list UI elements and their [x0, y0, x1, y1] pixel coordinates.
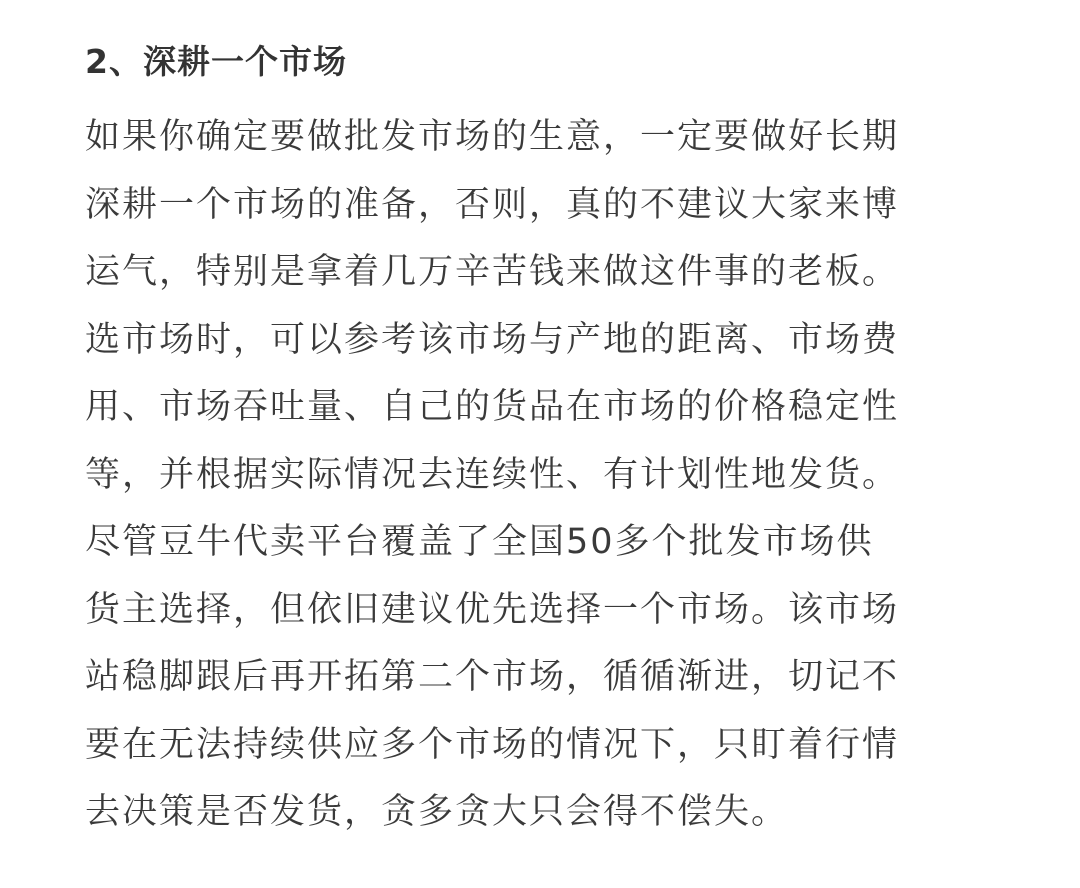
- paragraph-line: 等，并根据实际情况去连续性、有计划性地发货。: [85, 454, 900, 495]
- paragraph-line: 深耕一个市场的准备，否则，真的不建议大家来博: [85, 184, 900, 225]
- paragraph-line: 去决策是否发货，贪多贪大只会得不偿失。: [85, 792, 789, 832]
- paragraph-line: 站稳脚跟后再开拓第二个市场，循循渐进，切记不: [85, 657, 900, 697]
- paragraph-line: 尽管豆牛代卖平台覆盖了全国50多个批发市场供: [85, 522, 874, 562]
- paragraph-line: 运气，特别是拿着几万辛苦钱来做这件事的老板。: [85, 252, 900, 292]
- paragraph-line: 如果你确定要做批发市场的生意，一定要做好长期: [85, 117, 900, 157]
- article-body: [85, 38, 1005, 847]
- paragraph-line: 货主选择，但依旧建议优先选择一个市场。该市场: [85, 589, 900, 630]
- paragraph-line: 用、市场吞吐量、自己的货品在市场的价格稳定性: [85, 387, 900, 427]
- section-heading: 2、深耕一个市场: [85, 42, 347, 81]
- paragraph-line: 要在无法持续供应多个市场的情况下，只盯着行情: [85, 724, 900, 765]
- paragraph-line: 选市场时，可以参考该市场与产地的距离、市场费: [85, 319, 900, 360]
